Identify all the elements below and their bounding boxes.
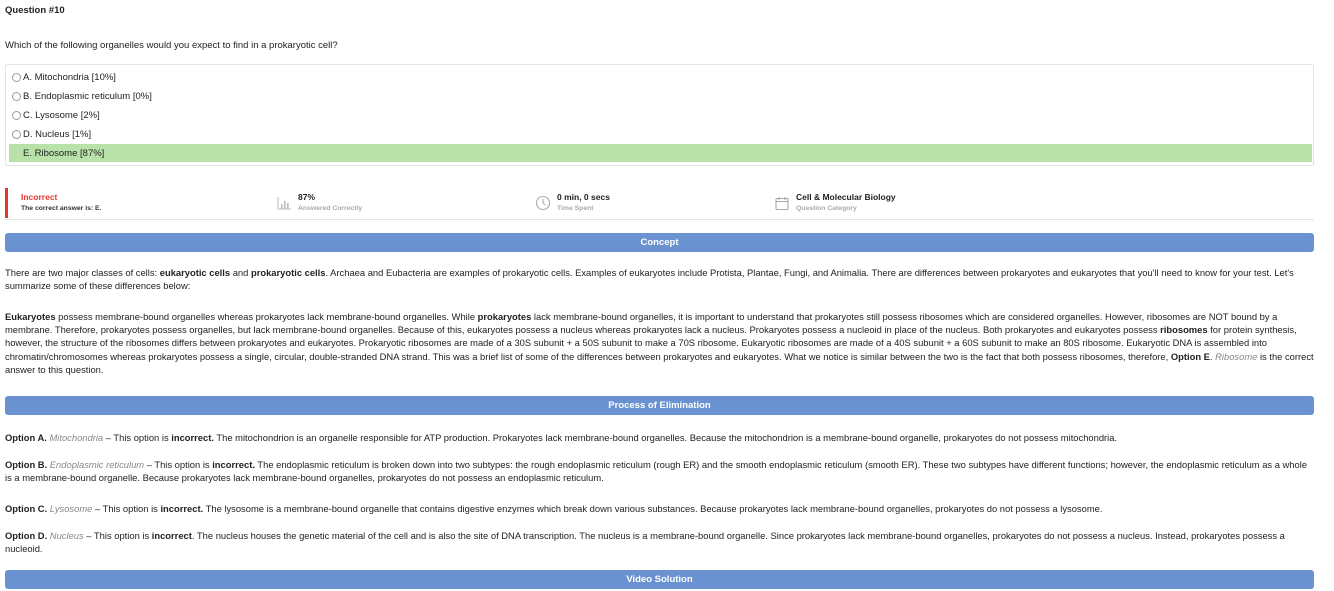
time-stat (557, 192, 610, 212)
option-ref: Option B. (5, 459, 48, 470)
text: . (1209, 350, 1216, 362)
text: possess membrane-bound organelles whereas prokaryotes lack membrane-bound organelles. While (55, 311, 478, 322)
option-ref: Option C. (5, 503, 48, 514)
option-a[interactable] (9, 68, 1312, 86)
category-label: Question Category (796, 205, 857, 212)
option-c[interactable] (9, 106, 1312, 124)
time-value: 0 min, 0 secs (557, 192, 610, 202)
emphasis: eukaryotic cells (159, 267, 231, 278)
concept-header[interactable]: Concept (5, 233, 1314, 252)
emphasis: Option E (1170, 350, 1210, 362)
question-number: Question #10 (5, 5, 65, 16)
option-label: B. Endoplasmic reticulum [0%] (23, 90, 152, 102)
elimination-item-b (5, 458, 1315, 484)
text: There are two major classes of cells: (5, 267, 160, 278)
text: The endoplasmic reticulum is broken down into two subtypes: the rough endoplasmic reticulum (rough ER) and the smooth endoplasmic reticulum (smooth ER). These two subtypes have different functions; however, the endoplasmic reticulum as a whole is a membrane-bound organelle. Because prokaryotes lack membrane-bound organelles, prokaryotes do not possess an endoplasmic reticulum. (5, 459, 1308, 484)
question-text: Which of the following organelles would you expect to find in a prokaryotic cell? (5, 40, 338, 51)
verdict: incorrect. (160, 503, 204, 514)
option-label: A. Mitochondria [10%] (23, 71, 116, 83)
text: The lysosome is a membrane-bound organelle that contains digestive enzymes which break down various substances. Because prokaryotes lack membrane-bound organelles, prokaryotes do not possess a lysosome. (203, 503, 1103, 514)
radio-button[interactable] (12, 73, 21, 82)
category-stat (796, 192, 896, 212)
elimination-item-c (5, 502, 1315, 515)
text: – This option is (83, 530, 152, 541)
option-name: Ribosome (1215, 350, 1258, 362)
text: for protein synthesis, however, the structure of the ribosomes differs between prokaryotes and eukaryotes. Prokaryotic ribosomes are made of a 30S subunit + a 50S subunit to make a 70S ribosome. Eukaryotic ribosomes are made of a 40S subunit + a 60S subunit to make an 80S ribosome. Eukaryotic DNA is assembled into chromatin/chromosomes whereas prokaryotes possess a single, circular, double-stranded DNA strand. This was a brief list of some of the differences between prokaryotes and eukaryotes. What we notice is similar between the two is the fact that both possess ribosomes, therefore, (5, 324, 1297, 362)
answered-stat (298, 192, 362, 212)
emphasis: prokaryotic cells (250, 267, 326, 278)
concept-paragraph-2 (5, 310, 1315, 376)
clock-icon (535, 195, 551, 211)
option-name: Mitochondria (49, 432, 104, 443)
option-e[interactable] (9, 144, 1312, 162)
emphasis: Eukaryotes (5, 311, 56, 322)
result-label: The correct answer is: E. (21, 205, 102, 212)
text: – This option is (92, 503, 161, 514)
text: is the correct answer to this question. (5, 350, 1314, 375)
category-value: Cell & Molecular Biology (796, 192, 896, 202)
verdict: incorrect. (171, 432, 214, 443)
radio-button[interactable] (12, 130, 21, 139)
text: – This option is (103, 432, 172, 443)
answered-label: Answered Correctly (298, 205, 363, 212)
option-label: D. Nucleus [1%] (23, 128, 92, 140)
emphasis: ribosomes (1160, 324, 1208, 336)
text: The mitochondrion is an organelle responsible for ATP production. Prokaryotes lack membrane-bound organelles. Because the mitochondrion is a membrane-bound organelle, prokaryotes do not possess mitochondria. (213, 432, 1118, 443)
text: and (230, 267, 251, 278)
answered-value: 87% (298, 192, 316, 202)
option-name: Endoplasmic reticulum (49, 459, 145, 470)
verdict: incorrect (151, 530, 192, 541)
answer-options (5, 64, 1314, 166)
text: – This option is (144, 459, 213, 470)
option-ref: Option D. (5, 530, 48, 541)
text: . Archaea and Eubacteria are examples of prokaryotic cells. Examples of eukaryotes include Protista, Plantae, Fungi, and Animalia. There are differences between prokaryotes and eukaryotes that you'll need to know for your test. Let's summarize some of these differences below: (5, 267, 1294, 292)
elimination-item-a (5, 431, 1315, 444)
option-d[interactable] (9, 125, 1312, 143)
verdict: incorrect. (212, 459, 255, 470)
text: lack membrane-bound organelles, it is important to understand that prokaryotes still possess ribosomes which are considered organelles. However, ribosomes are NOT bound by a membrane. Therefore, prokaryotes possess organelles, but lack membrane-bound organelles. Because of this, eukaryotes possess a nucleus whereas prokaryotes lack a nucleus. Prokaryotes possess a nucleoid in place of the nucleus. Both prokaryotes and eukaryotes possess (5, 311, 1278, 336)
incorrect-indicator (5, 188, 8, 218)
text: . The nucleus houses the genetic material of the cell and is also the site of DNA transcription. The nucleus is a membrane-bound organelle. Since prokaryotes lack membrane-bound organelles, prokaryotes do not possess a nucleus. Instead, prokaryotes possess a nucleoid. (5, 530, 1285, 555)
emphasis: prokaryotes (477, 311, 532, 322)
result-stat (21, 192, 101, 212)
bar-chart-icon (276, 195, 292, 211)
radio-button[interactable] (12, 111, 21, 120)
concept-paragraph-1 (5, 266, 1315, 292)
option-ref: Option A. (5, 432, 47, 443)
calendar-icon (774, 195, 790, 211)
option-b[interactable] (9, 87, 1312, 105)
option-label: E. Ribosome [87%] (23, 147, 105, 159)
elimination-item-d (5, 529, 1315, 555)
elimination-header[interactable]: Process of Elimination (5, 396, 1314, 415)
option-name: Lysosome (49, 503, 93, 514)
result-value: Incorrect (21, 192, 58, 202)
time-label: Time Spent (557, 205, 594, 212)
answer-stats (5, 187, 1314, 220)
option-name: Nucleus (49, 530, 84, 541)
video-solution-header[interactable]: Video Solution (5, 570, 1314, 589)
option-label: C. Lysosome [2%] (23, 109, 100, 121)
radio-button[interactable] (12, 92, 21, 101)
